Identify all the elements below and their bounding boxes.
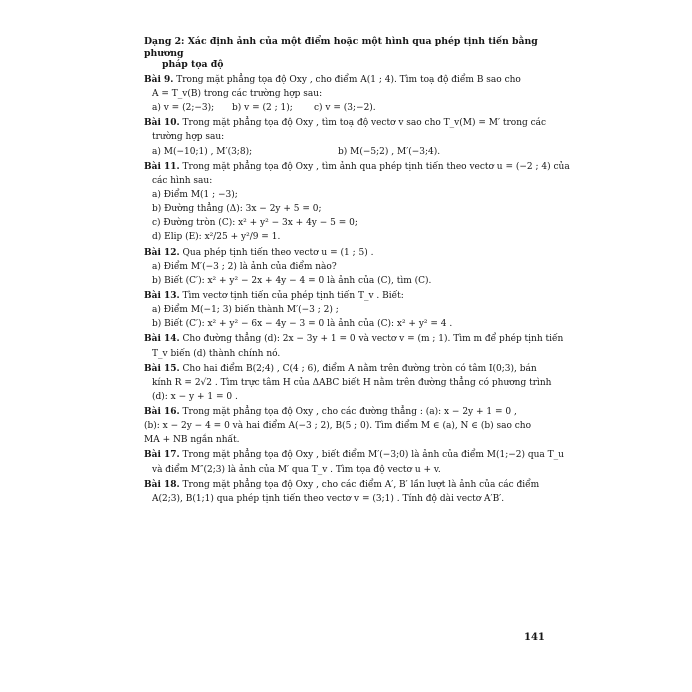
- problem-10-text-2: trường hợp sau:: [152, 132, 225, 143]
- problem-12-part-a: a) Điểm M′(−3 ; 2) là ảnh của điểm nào?: [152, 261, 337, 272]
- problem-12: [144, 247, 554, 287]
- problem-10-option-a: a) M(−10;1) , M′(3;8);: [152, 146, 253, 157]
- problem-18: [144, 479, 554, 505]
- problem-15-text-3: (d): x − y + 1 = 0 .: [152, 391, 238, 402]
- problem-10-option-b: b) M(−5;2) , M′(−3;4).: [338, 146, 441, 157]
- problem-17-label: Bài 17.: [144, 450, 180, 461]
- problem-9-option-c: c) v = (3;−2).: [314, 103, 376, 114]
- problem-14-text-1: Cho đường thẳng (d): 2x − 3y + 1 = 0 và vectơ v = (m ; 1). Tìm m để phép tịnh tiến: [179, 334, 564, 345]
- section-heading-line-1: Dạng 2: Xác định ảnh của một điểm hoặc một hình qua phép tịnh tiến bằng phương: [144, 36, 538, 59]
- problem-10-text-1: Trong mặt phẳng tọa độ Oxy , tìm toạ độ vectơ v sao cho T_v(M) = M′ trong các: [179, 118, 547, 129]
- problem-17-text-1: Trong mặt phẳng tọa độ Oxy , biết điểm M′(−3;0) là ảnh của điểm M(1;−2) qua T_u: [179, 450, 564, 461]
- page-number: 141: [524, 632, 545, 643]
- problem-11-part-b: b) Đường thẳng (Δ): 3x − 2y + 5 = 0;: [152, 204, 322, 215]
- section-heading: [144, 36, 554, 71]
- problem-11: [144, 161, 570, 244]
- problem-11-label: Bài 11.: [144, 161, 180, 172]
- problem-16-label: Bài 16.: [144, 407, 180, 418]
- problem-10-label: Bài 10.: [144, 118, 180, 129]
- problem-12-label: Bài 12.: [144, 247, 180, 258]
- problem-16-text-2: (b): x − 2y − 4 = 0 và hai điểm A(−3 ; 2), B(5 ; 0). Tìm điểm M ∈ (a), N ∈ (b) sao cho: [144, 421, 531, 432]
- problem-16-text-1: Trong mặt phẳng tọa độ Oxy , cho các đường thẳng : (a): x − 2y + 1 = 0 ,: [179, 407, 517, 418]
- problem-12-part-b: b) Biết (C′): x² + y² − 2x + 4y − 4 = 0 là ảnh của (C), tìm (C).: [152, 275, 432, 286]
- problem-13-part-a: a) Điểm M(−1; 3) biến thành M′(−3 ; 2) ;: [152, 305, 339, 316]
- problem-12-text-1: Qua phép tịnh tiến theo vectơ u = (1 ; 5) .: [179, 247, 374, 258]
- problem-18-text-1: Trong mặt phẳng tọa độ Oxy , cho các điểm A′, B′ lần lượt là ảnh của các điểm: [179, 479, 540, 490]
- problem-9: [144, 74, 554, 114]
- problem-13-part-b: b) Biết (C′): x² + y² − 6x − 4y − 3 = 0 là ảnh của (C): x² + y² = 4 .: [152, 319, 453, 330]
- problem-9-option-b: b) v = (2 ; 1);: [232, 103, 293, 114]
- problem-9-text-2: A = T_v(B) trong các trường hợp sau:: [152, 88, 323, 99]
- problem-15-label: Bài 15.: [144, 363, 180, 374]
- problem-15: [144, 363, 554, 403]
- problem-18-label: Bài 18.: [144, 479, 180, 490]
- problem-11-part-c: c) Đường tròn (C): x² + y² − 3x + 4y − 5 = 0;: [152, 218, 358, 229]
- problem-18-text-2: A(2;3), B(1;1) qua phép tịnh tiến theo vectơ v = (3;1) . Tính độ dài vectơ A′B′.: [152, 493, 505, 504]
- problem-10: [144, 117, 554, 157]
- problem-9-option-a: a) v = (2;−3);: [152, 103, 215, 114]
- problem-14-label: Bài 14.: [144, 334, 180, 345]
- section-heading-line-2: pháp tọa độ: [162, 59, 224, 71]
- problem-9-label: Bài 9.: [144, 74, 174, 85]
- problem-16-text-3: MA + NB ngắn nhất.: [144, 435, 240, 446]
- problem-15-text-2: kính R = 2√2 . Tìm trực tâm H của ΔABC biết H nằm trên đường thẳng có phương trình: [152, 377, 552, 388]
- problem-15-text-1: Cho hai điểm B(2;4) , C(4 ; 6), điểm A nằm trên đường tròn có tâm I(0;3), bán: [179, 363, 537, 374]
- problem-11-part-a: a) Điểm M(1 ; −3);: [152, 189, 238, 200]
- problem-14: [144, 333, 564, 359]
- document-content: [144, 36, 570, 508]
- problem-13-text-1: Tìm vectơ tịnh tiến của phép tịnh tiến T_v . Biết:: [179, 290, 404, 301]
- problem-17-text-2: và điểm M″(2;3) là ảnh của M′ qua T_v . Tìm tọa độ vectơ u + v.: [152, 464, 441, 475]
- problem-13-label: Bài 13.: [144, 290, 180, 301]
- problem-11-part-d: d) Elip (E): x²/25 + y²/9 = 1.: [152, 232, 281, 243]
- problem-17: [144, 449, 564, 475]
- problem-11-text-2: các hình sau:: [152, 175, 213, 186]
- problem-13: [144, 290, 554, 330]
- problem-11-text-1: Trong mặt phẳng tọa độ Oxy , tìm ảnh qua phép tịnh tiến theo vectơ u = (−2 ; 4) của: [179, 161, 570, 172]
- problem-16: [144, 406, 554, 446]
- problem-9-text-1: Trong mặt phẳng tọa độ Oxy , cho điểm A(1 ; 4). Tìm toạ độ điểm B sao cho: [173, 74, 521, 85]
- problem-14-text-2: T_v biến (d) thành chính nó.: [152, 348, 281, 359]
